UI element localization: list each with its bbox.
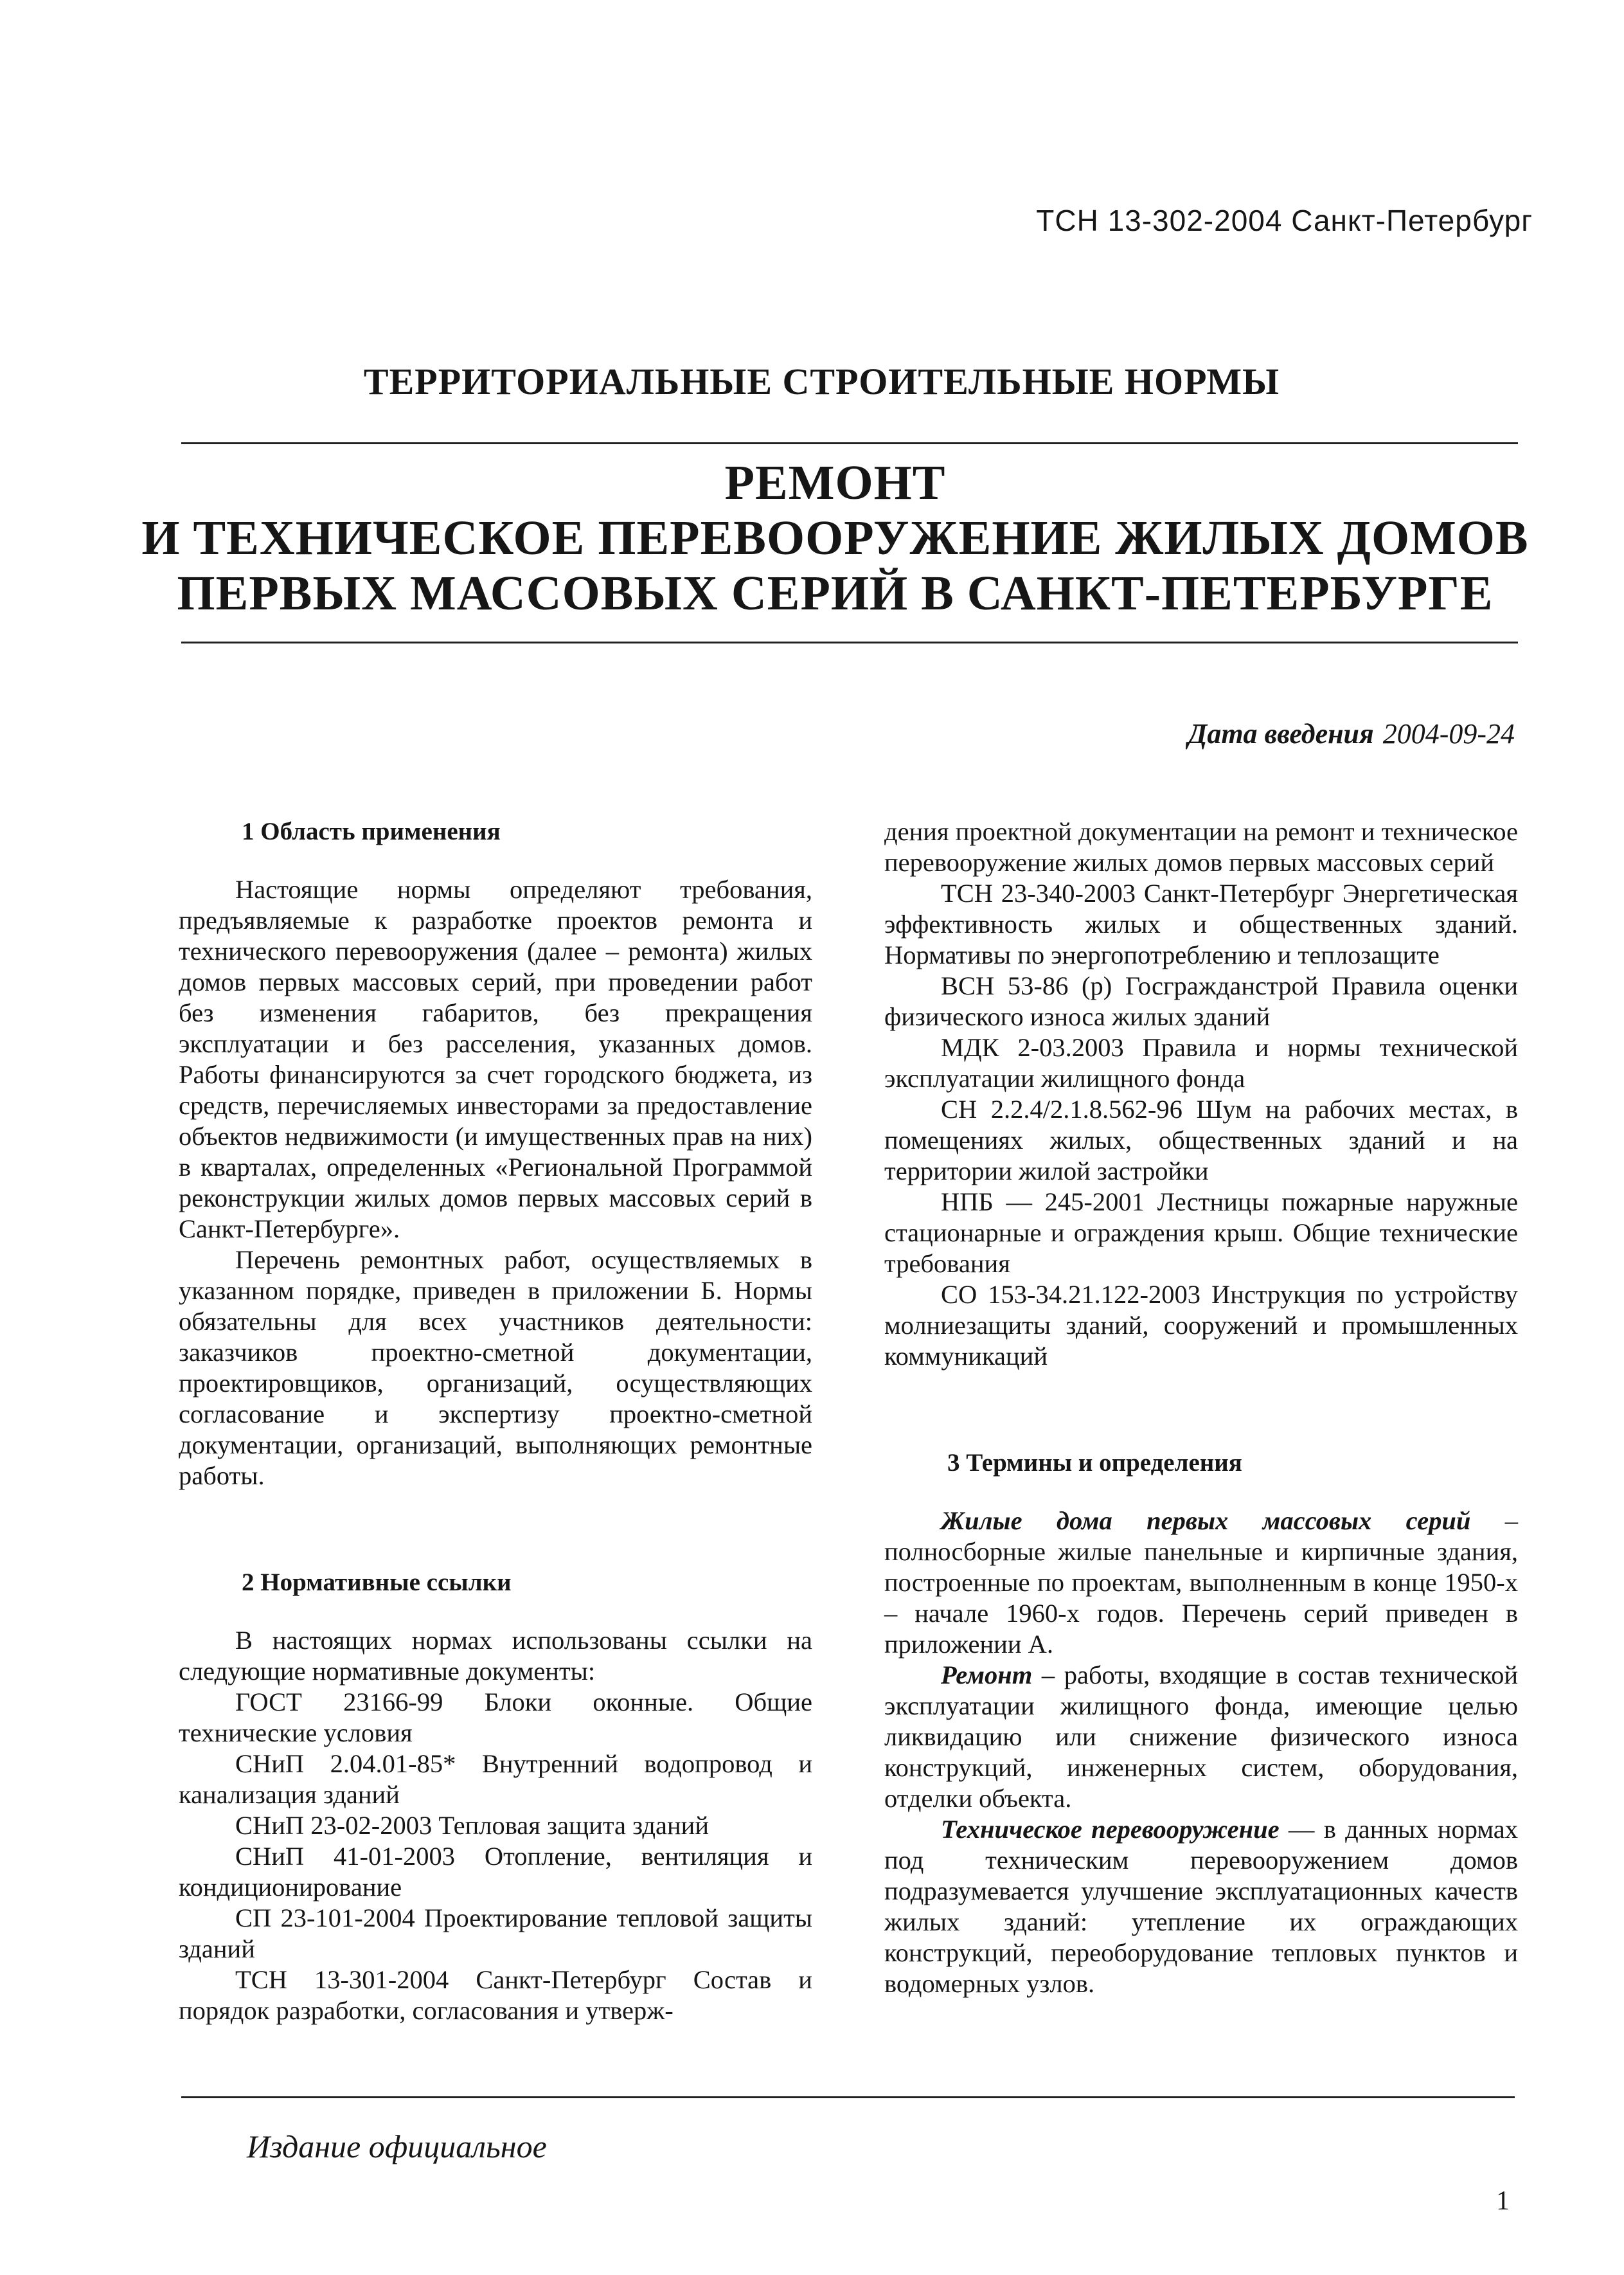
term-definition — [884, 1660, 1518, 1814]
reference-item: СНиП 2.04.01-85* Внутренний водопровод и канализация зданий — [179, 1749, 812, 1809]
reference-item: НПБ — 245-2001 Лестницы пожарные наружные стационарные и ограждения крыш. Общие технические требования — [884, 1187, 1518, 1278]
reference-item: СО 153-34.21.122-2003 Инструкция по устройству молниезащиты зданий, сооружений и промышленных коммуникаций — [884, 1280, 1518, 1371]
reference-item: ТСН 23-340-2003 Санкт-Петербург Энергетическая эффективность жилых и общественных зданий. Нормативы по энергопотреблению и теплозащите — [884, 879, 1518, 969]
left-column — [179, 816, 812, 2026]
section-1-heading: 1 Область применения — [242, 818, 501, 845]
document-type: ТЕРРИТОРИАЛЬНЫЕ СТРОИТЕЛЬНЫЕ НОРМЫ — [363, 361, 1280, 402]
reference-item: СН 2.2.4/2.1.8.562-96 Шум на рабочих местах, в помещениях жилых, общественных зданий и на территории жилой застройки — [884, 1095, 1518, 1185]
reference-item: СНиП 23-02-2003 Тепловая защита зданий — [235, 1811, 709, 1840]
rule-bottom — [181, 2096, 1515, 2098]
term-name: Жилые дома первых массовых серий — [941, 1506, 1471, 1535]
term-definition — [884, 1506, 1518, 1660]
document-title — [129, 455, 1542, 621]
edition-note: Издание официальное — [247, 2128, 547, 2164]
reference-item: ТСН 13-301-2004 Санкт-Петербург Состав и порядок разработки, согласования и утверж- — [179, 1965, 812, 2025]
rule-middle — [181, 642, 1518, 643]
section-3-heading: 3 Термины и определения — [947, 1449, 1242, 1477]
section-1-paragraph: Настоящие нормы определяют требования, предъявляемые к разработке проектов ремонта и технического перевооружения (далее – ремонта) жилых домов первых массовых серий, при проведении работ без изменения габаритов, без прекращения эксплуатации и без расселения, указанных домов. Работы финансируются за счет городского бюджета, из средств, перечисляемых инвесторами за предоставление объектов недвижимости (и имущественных прав на них) в кварталах, определенных «Региональной Программой реконструкции жилых домов первых массовых серий в Санкт-Петербурге». — [179, 875, 812, 1243]
document-code: ТСН 13-302-2004 Санкт-Петербург — [1036, 204, 1533, 237]
title-line-3: ПЕРВЫХ МАССОВЫХ СЕРИЙ В САНКТ-ПЕТЕРБУРГЕ — [177, 566, 1494, 620]
title-line-2: И ТЕХНИЧЕСКОЕ ПЕРЕВООРУЖЕНИЕ ЖИЛЫХ ДОМОВ — [141, 511, 1529, 565]
term-text: – работы, входящие в состав технической эксплуатации жилищного фонда, имеющие целью ликвидацию или снижение физического износа конструкций, инженерных систем, оборудования, отделки объекта. — [884, 1660, 1518, 1813]
reference-item: СНиП 41-01-2003 Отопление, вентиляция и кондиционирование — [179, 1842, 812, 1902]
introduction-date-value: 2004-09-24 — [1382, 718, 1515, 750]
right-column — [884, 816, 1518, 1999]
introduction-date — [1188, 717, 1515, 750]
section-1-paragraph: Перечень ремонтных работ, осуществляемых в указанном порядке, приведен в приложении Б. Нормы обязательны для всех участников деятельности: заказчиков проектно-сметной документации, проектировщиков, организаций, осуществляющих согласование и экспертизу проектно-сметной документации, организаций, выполняющих ремонтные работы. — [179, 1245, 812, 1490]
reference-item: СП 23-101-2004 Проектирование тепловой защиты зданий — [179, 1903, 812, 1963]
term-definition — [884, 1814, 1518, 1999]
term-text: — в данных нормах под техническим перевооружением домов подразумевается улучшение эксплуатационных качеств жилых зданий: утепление их ограждающих конструкций, переоборудование тепловых пунктов и водомерных узлов. — [884, 1815, 1518, 1998]
reference-continuation: дения проектной документации на ремонт и техническое перевооружение жилых домов первых массовых серий — [884, 817, 1518, 877]
term-name: Ремонт — [941, 1660, 1033, 1689]
section-2-intro: В настоящих нормах использованы ссылки на следующие нормативные документы: — [179, 1626, 812, 1686]
reference-item: ГОСТ 23166-99 Блоки оконные. Общие технические условия — [179, 1687, 812, 1747]
reference-item: МДК 2-03.2003 Правила и нормы технической эксплуатации жилищного фонда — [884, 1033, 1518, 1093]
introduction-date-label: Дата введения — [1188, 718, 1374, 750]
term-text: – полносборные жилые панельные и кирпичные здания, построенные по проектам, выполненным в конце 1950-х – начале 1960-х годов. Перечень серий приведен в приложении А. — [884, 1506, 1519, 1659]
term-name: Техническое перевооружение — [941, 1815, 1280, 1844]
reference-item: ВСН 53-86 (р) Госгражданстрой Правила оценки физического износа жилых зданий — [884, 971, 1518, 1031]
title-line-1: РЕМОНТ — [724, 456, 946, 510]
section-2-heading: 2 Нормативные ссылки — [242, 1569, 512, 1596]
rule-top — [181, 442, 1518, 444]
page-number: 1 — [1496, 2186, 1510, 2216]
